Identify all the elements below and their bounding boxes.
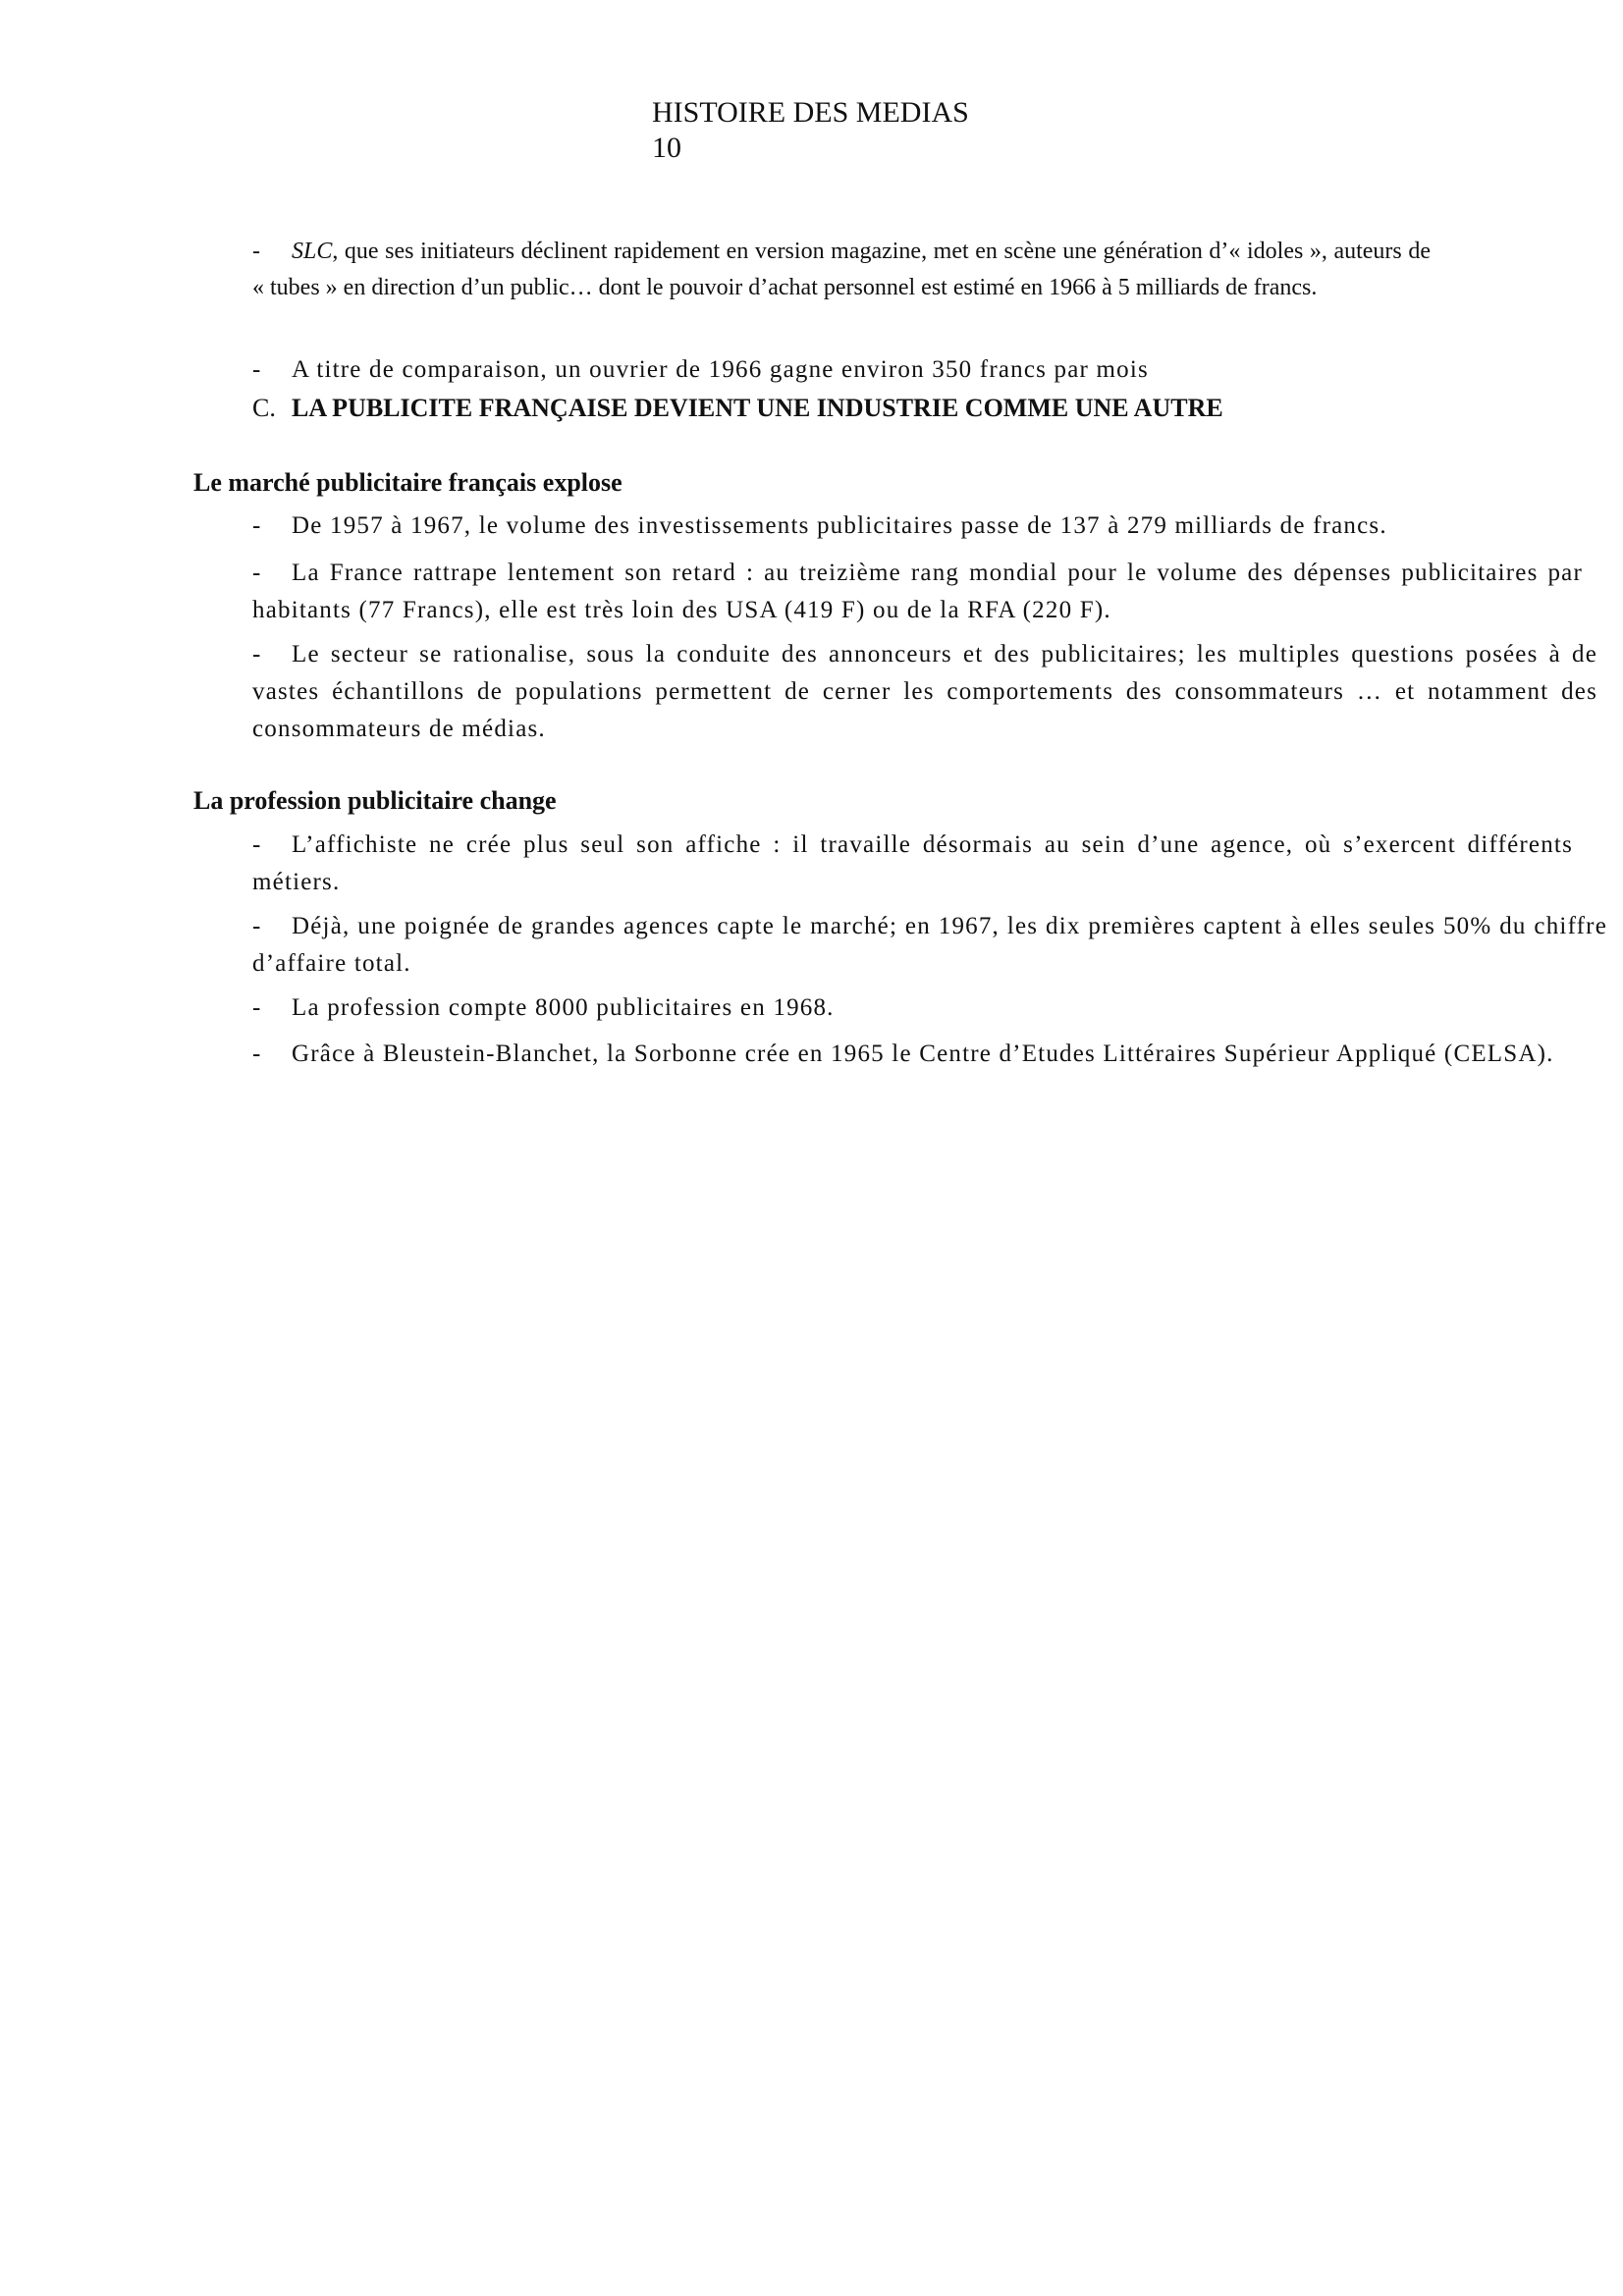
list-dash: - <box>252 512 262 539</box>
list-item-text: De 1957 à 1967, le volume des investissements publicitaires passe de 137 à 279 milliards de francs. <box>292 512 1387 539</box>
list-item-text: La France rattrape lentement son retard : au treizième rang mondial pour le volume des dépenses publicitaires par habitants (77 Francs), elle est très loin des USA (419 F) ou de la RFA (220 F). <box>252 560 1583 623</box>
list-item-comparison <box>252 351 1529 389</box>
list-dash: - <box>252 1041 262 1067</box>
list-item-slc <box>252 234 1431 306</box>
list-item-text: L’affichiste ne crée plus seul son affiche : il travaille désormais au sein d’une agence, où s’exercent différents métiers. <box>252 831 1573 895</box>
list-item <box>252 636 1597 748</box>
list-item <box>252 989 1529 1027</box>
list-item-text: , que ses initiateurs déclinent rapidement en version magazine, met en scène une génération d’« idoles », auteurs de « tubes » en direction d’un public… dont le pouvoir d’achat personnel est estimé en 1966 à 5 milliards de francs. <box>252 239 1431 300</box>
section-c-heading <box>252 391 1223 426</box>
subheading-marche: Le marché publicitaire français explose <box>193 468 622 497</box>
list-item-text: A titre de comparaison, un ouvrier de 1966 gagne environ 350 francs par mois <box>292 356 1149 383</box>
header-title: HISTOIRE DES MEDIAS <box>652 96 969 129</box>
list-item-text: La profession compte 8000 publicitaires en 1968. <box>292 994 835 1021</box>
list-item-text: Le secteur se rationalise, sous la conduite des annonceurs et des publicitaires; les multiples questions posées à de vastes échantillons de populations permettent de cerner les comportements des consommateurs … et notamment des consommateurs de médias. <box>252 641 1597 742</box>
list-dash: - <box>252 356 262 383</box>
page-header <box>652 95 969 166</box>
emphasis-slc: SLC <box>292 239 333 264</box>
subheading-profession: La profession publicitaire change <box>193 786 557 815</box>
section-letter: C. <box>252 394 276 422</box>
list-dash: - <box>252 560 262 586</box>
list-item <box>252 555 1583 629</box>
list-item <box>252 1036 1578 1073</box>
list-dash: - <box>252 641 262 667</box>
section-title: LA PUBLICITE FRANÇAISE DEVIENT UNE INDUSTRIE COMME UNE AUTRE <box>292 394 1223 422</box>
list-item <box>252 827 1573 901</box>
page-number: 10 <box>652 132 681 164</box>
list-dash: - <box>252 994 262 1021</box>
list-item <box>252 908 1607 983</box>
list-dash: - <box>252 831 262 858</box>
list-item <box>252 507 1597 545</box>
list-item-text: Déjà, une poignée de grandes agences capte le marché; en 1967, les dix premières captent à elles seules 50% du chiffre d’affaire total. <box>252 913 1607 977</box>
list-item-text: Grâce à Bleustein-Blanchet, la Sorbonne crée en 1965 le Centre d’Etudes Littéraires Supérieur Appliqué (CELSA). <box>292 1041 1554 1067</box>
list-dash: - <box>252 913 262 939</box>
list-dash: - <box>252 239 260 264</box>
